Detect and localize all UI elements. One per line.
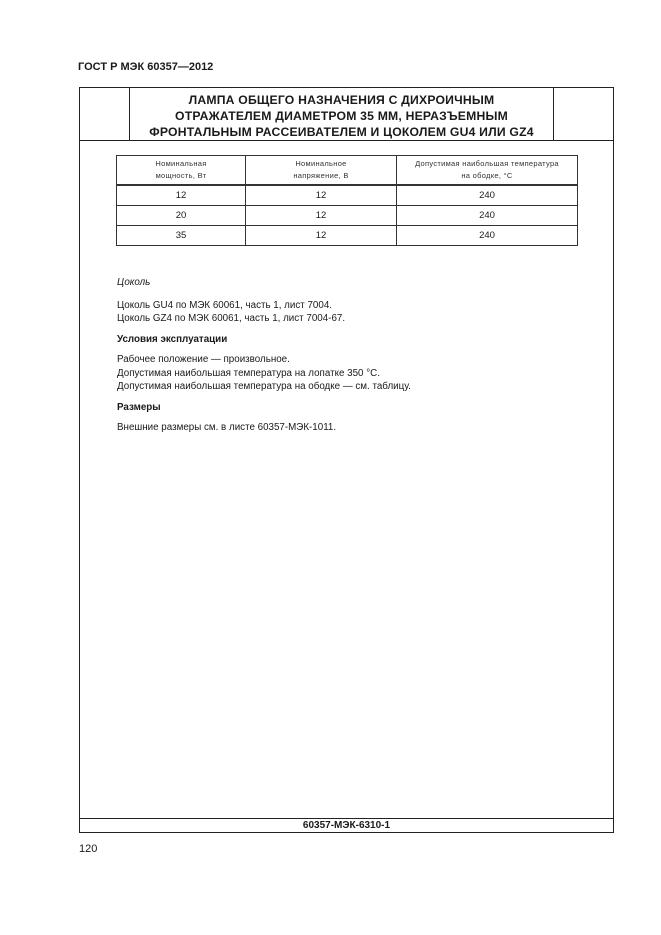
- table-cell: 35: [117, 226, 246, 246]
- column-header-power: Номинальная мощность, Вт: [117, 156, 246, 186]
- base-heading: Цоколь: [117, 277, 151, 288]
- footer-divider: [79, 818, 614, 819]
- table-row: [117, 206, 578, 226]
- operating-conditions-heading: Условия эксплуатации: [117, 333, 228, 345]
- table-row: [117, 185, 578, 206]
- operating-text: Допустимая наибольшая температура на лопатке 350 °С.: [117, 367, 380, 379]
- table-row: [117, 226, 578, 246]
- table-cell: 12: [246, 185, 397, 206]
- column-header-temperature: Допустимая наибольшая температура на ободке, °С: [397, 156, 578, 186]
- title-line: ОТРАЖАТЕЛЕМ ДИАМЕТРОМ 35 ММ, НЕРАЗЪЕМНЫМ: [175, 109, 508, 123]
- table-cell: 240: [397, 206, 578, 226]
- table-cell: 240: [397, 226, 578, 246]
- table-cell: 12: [246, 226, 397, 246]
- sheet-title: [130, 92, 553, 140]
- title-right-cell: [553, 88, 613, 140]
- sheet-content: [117, 276, 587, 435]
- page-number: 120: [79, 843, 98, 855]
- sheet-code: 60357-МЭК-6310-1: [302, 820, 391, 831]
- operating-text: Допустимая наибольшая температура на ободке — см. таблицу.: [117, 381, 411, 392]
- title-line: ФРОНТАЛЬНЫМ РАССЕИВАТЕЛЕМ И ЦОКОЛЕМ GU4 ИЛИ GZ4: [149, 125, 534, 139]
- title-block: [80, 88, 613, 141]
- table-cell: 240: [397, 185, 578, 206]
- dimensions-heading: Размеры: [117, 401, 161, 413]
- title-left-cell: [80, 88, 130, 140]
- title-line: ЛАМПА ОБЩЕГО НАЗНАЧЕНИЯ С ДИХРОИЧНЫМ: [188, 93, 495, 107]
- operating-text: Рабочее положение — произвольное.: [117, 354, 290, 365]
- table-cell: 12: [117, 185, 246, 206]
- table-cell: 12: [246, 206, 397, 226]
- parameters-table: [116, 155, 578, 246]
- base-text: Цоколь GU4 по МЭК 60061, часть 1, лист 7004.: [117, 299, 332, 311]
- sheet-frame: [79, 87, 614, 833]
- base-text: Цоколь GZ4 по МЭК 60061, часть 1, лист 7004-67.: [117, 313, 346, 324]
- dimensions-text: Внешние размеры см. в листе 60357-МЭК-1011.: [117, 422, 337, 433]
- column-header-voltage: Номинальное напряжение, В: [246, 156, 397, 186]
- document-standard-header: ГОСТ Р МЭК 60357—2012: [78, 61, 214, 73]
- table-header-row: [117, 156, 578, 186]
- table-cell: 20: [117, 206, 246, 226]
